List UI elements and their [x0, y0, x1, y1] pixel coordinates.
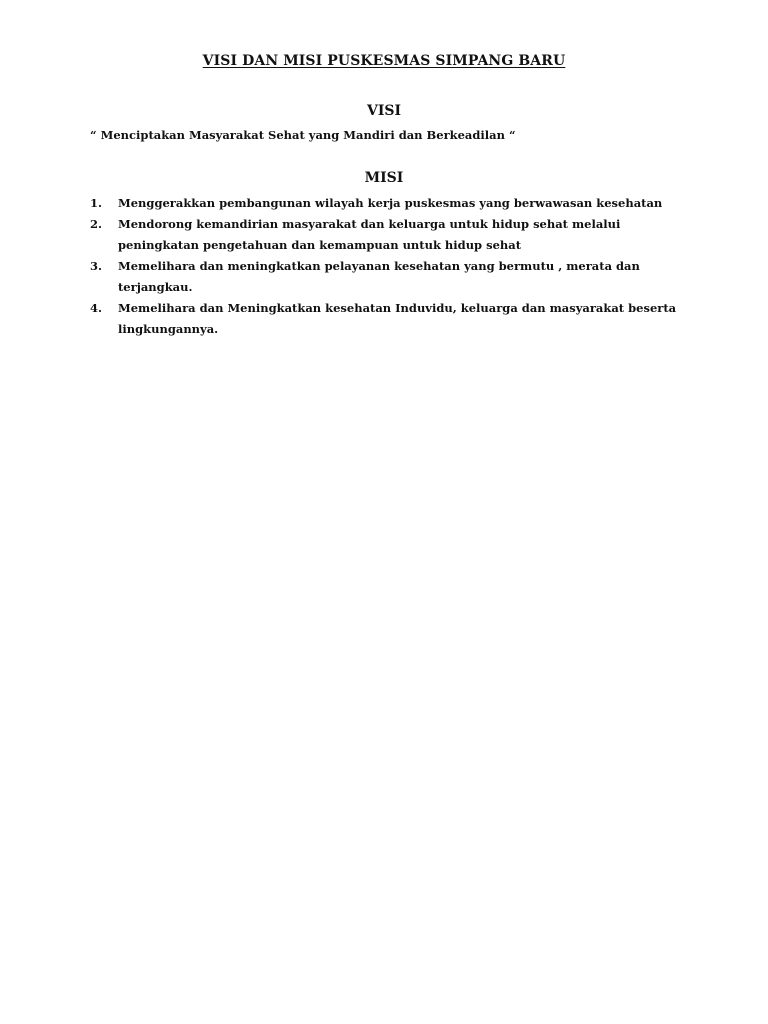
- misi-item-number: 2.: [90, 217, 103, 231]
- misi-item: [90, 214, 690, 256]
- misi-item-number: 3.: [90, 259, 103, 273]
- misi-item-number: 4.: [90, 301, 103, 315]
- misi-item-text: Memelihara dan meningkatkan pelayanan kesehatan yang bermutu , merata dan terjangkau.: [118, 259, 640, 294]
- misi-item: [90, 193, 690, 214]
- visi-statement: “ Menciptakan Masyarakat Sehat yang Mandiri dan Berkeadilan “: [90, 128, 516, 142]
- misi-item-number: 1.: [90, 196, 103, 210]
- misi-heading: MISI: [364, 170, 404, 186]
- misi-item-text: Mendorong kemandirian masyarakat dan keluarga untuk hidup sehat melalui peningkatan pengetahuan dan kemampuan untuk hidup sehat: [118, 217, 621, 252]
- misi-item: [90, 298, 690, 340]
- misi-item: [90, 256, 690, 298]
- misi-list: [90, 193, 690, 340]
- misi-item-text: Menggerakkan pembangunan wilayah kerja puskesmas yang berwawasan kesehatan: [118, 196, 663, 210]
- misi-item-text: Memelihara dan Meningkatkan kesehatan Induvidu, keluarga dan masyarakat beserta lingkungannya.: [118, 301, 677, 336]
- visi-heading: VISI: [366, 103, 402, 119]
- document-title: VISI DAN MISI PUSKESMAS SIMPANG BARU: [202, 53, 566, 69]
